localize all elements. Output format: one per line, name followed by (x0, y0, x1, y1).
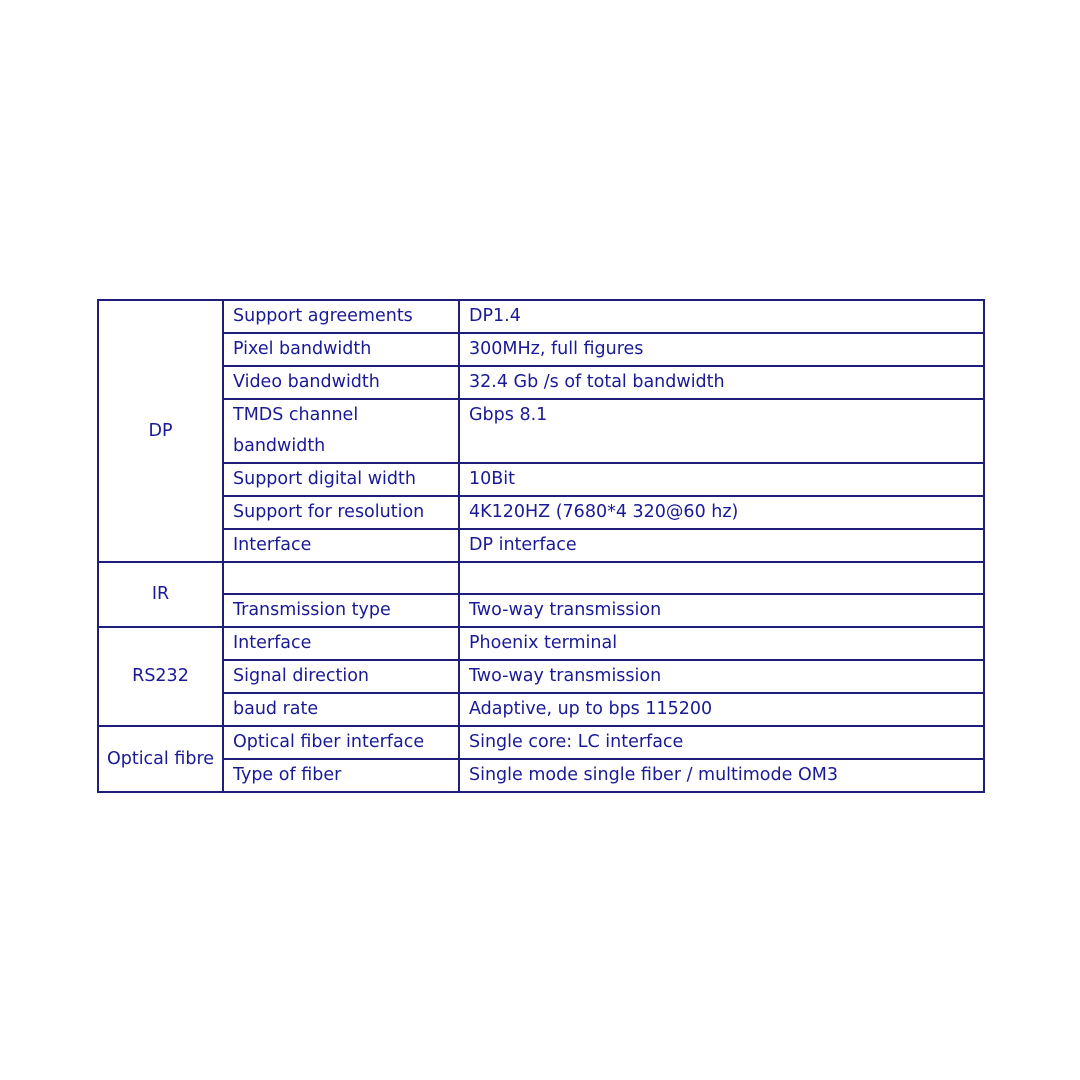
table-row (98, 660, 984, 693)
table-row (98, 496, 984, 529)
spec-label: Support for resolution (223, 496, 459, 529)
spec-value: Phoenix terminal (459, 627, 984, 660)
spec-label (223, 562, 459, 594)
group-label-optical-fibre: Optical fibre (98, 726, 223, 792)
spec-value: Single mode single fiber / multimode OM3 (459, 759, 984, 792)
spec-value: Adaptive, up to bps 115200 (459, 693, 984, 726)
spec-value: 10Bit (459, 463, 984, 496)
table-row (98, 627, 984, 660)
table-row (98, 300, 984, 333)
group-label-dp: DP (98, 300, 223, 562)
table-row (98, 693, 984, 726)
spec-value: Gbps 8.1 (459, 399, 984, 463)
spec-value: 4K120HZ (7680*4 320@60 hz) (459, 496, 984, 529)
spec-label: Interface (223, 529, 459, 562)
spec-label: TMDS channel bandwidth (223, 399, 459, 463)
table-row (98, 333, 984, 366)
spec-label: Signal direction (223, 660, 459, 693)
spec-label: Interface (223, 627, 459, 660)
spec-value: 300MHz, full figures (459, 333, 984, 366)
group-label-rs232: RS232 (98, 627, 223, 726)
spec-label: Transmission type (223, 594, 459, 627)
spec-value: Two-way transmission (459, 660, 984, 693)
table-row (98, 366, 984, 399)
table-row (98, 463, 984, 496)
spec-value: 32.4 Gb /s of total bandwidth (459, 366, 984, 399)
spec-value (459, 562, 984, 594)
group-label-ir: IR (98, 562, 223, 627)
spec-label: Support digital width (223, 463, 459, 496)
spec-label: Optical fiber interface (223, 726, 459, 759)
spec-value: DP1.4 (459, 300, 984, 333)
spec-value: DP interface (459, 529, 984, 562)
spec-table (97, 299, 985, 793)
table-row (98, 759, 984, 792)
spec-value: Single core: LC interface (459, 726, 984, 759)
table-row (98, 399, 984, 463)
table-row (98, 726, 984, 759)
spec-label: Pixel bandwidth (223, 333, 459, 366)
spec-value: Two-way transmission (459, 594, 984, 627)
spec-label: Video bandwidth (223, 366, 459, 399)
table-row (98, 529, 984, 562)
table-row (98, 562, 984, 594)
spec-label: Support agreements (223, 300, 459, 333)
spec-label: Type of fiber (223, 759, 459, 792)
table-row (98, 594, 984, 627)
spec-label: baud rate (223, 693, 459, 726)
